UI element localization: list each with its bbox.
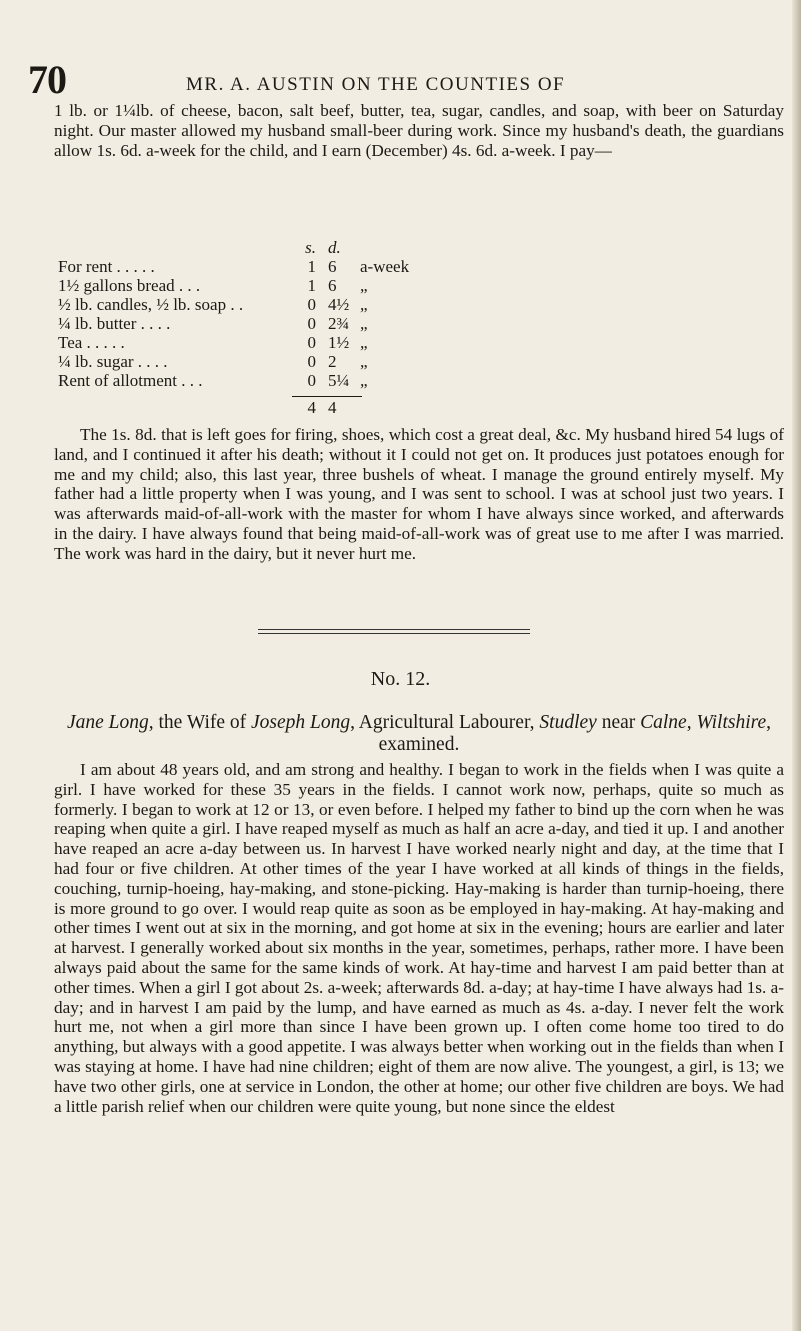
- budget-total-shillings: 4: [307, 398, 316, 417]
- budget-note: „: [360, 371, 368, 390]
- opening-paragraph: 1 lb. or 1¼lb. of cheese, bacon, salt beef, butter, tea, sugar, candles, and soap, with beer on Saturday night. Our master allowed my husband small-beer during work. Since my husband's death, the guardians allow 1s. 6d. a-week for the child, and I earn (December) 4s. 6d. a-week. I pay—: [54, 101, 784, 160]
- budget-note: „: [360, 314, 368, 333]
- page-edge: [792, 0, 801, 1331]
- heading-text: , examined.: [378, 712, 772, 755]
- budget-item: ¼ lb. butter . . . .: [58, 314, 171, 333]
- section-divider: [258, 629, 530, 634]
- budget-total-pence: 4: [328, 398, 337, 417]
- budget-pence: 6: [328, 257, 337, 276]
- budget-note: „: [360, 333, 368, 352]
- budget-note: a-week: [360, 257, 410, 276]
- budget-shillings: 1: [307, 257, 316, 276]
- running-title: MR. A. AUSTIN ON THE COUNTIES OF: [186, 74, 566, 95]
- budget-note: „: [360, 295, 368, 314]
- section-heading: [54, 712, 784, 756]
- witness-name: Jane Long: [66, 712, 149, 733]
- budget-row: [58, 371, 618, 390]
- budget-shillings: 0: [307, 314, 316, 333]
- heading-text: ,: [686, 712, 697, 733]
- budget-sum-rule: [292, 396, 362, 397]
- budget-pence: 1½: [328, 333, 350, 352]
- page-number: 70: [28, 57, 66, 102]
- pence-unit: d.: [328, 238, 341, 257]
- budget-shillings: 1: [307, 276, 316, 295]
- budget-note: „: [360, 352, 368, 371]
- budget-pence: 6: [328, 276, 337, 295]
- budget-row: [58, 276, 618, 295]
- budget-total-row: [58, 398, 618, 420]
- budget-row: [58, 257, 618, 276]
- budget-row: [58, 295, 618, 314]
- budget-item: ½ lb. candles, ½ lb. soap . .: [58, 295, 244, 314]
- budget-pence: 5¼: [328, 371, 350, 390]
- budget-shillings: 0: [307, 295, 316, 314]
- budget-note: „: [360, 276, 368, 295]
- heading-text: , Agricultural Labourer,: [350, 712, 540, 733]
- section-number: No. 12.: [370, 668, 431, 690]
- budget-item: Tea . . . . .: [58, 333, 125, 352]
- budget-item: For rent . . . . .: [58, 257, 155, 276]
- second-paragraph: The 1s. 8d. that is left goes for firing, shoes, which cost a great deal, &c. My husband hired 54 lugs of land, and I continued it after his death; without it I could not get on. It produces just potatoes enough for me and my child; also, this last year, three bushels of wheat. I manage the ground entirely myself. My father had a little property when I was young, and I was sent to school. I was at school just two years. I was afterwards maid-of-all-work with the master for whom I have always since worked, and afterwards in the dairy. I have always found that being maid-of-all-work was of great use to me after I was married. The work was hard in the dairy, but it never hurt me.: [54, 425, 784, 563]
- budget-item: Rent of allotment . . .: [58, 371, 203, 390]
- budget-row: [58, 352, 618, 371]
- budget-shillings: 0: [307, 352, 316, 371]
- budget-row: [58, 314, 618, 333]
- place-name: Studley: [539, 712, 597, 733]
- heading-text: , the Wife of: [148, 712, 251, 733]
- budget-row: [58, 333, 618, 352]
- budget-shillings: 0: [307, 371, 316, 390]
- budget-pence: 4½: [328, 295, 350, 314]
- budget-table: [58, 238, 618, 420]
- budget-pence: 2¾: [328, 314, 350, 333]
- budget-units-row: [58, 238, 618, 257]
- testimony-paragraph: I am about 48 years old, and am strong and healthy. I began to work in the fields when I was quite a girl. I have worked for these 35 years in the fields. I cannot work now, perhaps, quite so much as formerly. I began to work at 12 or 13, or even before. I helped my father to bind up the corn when he was reaping when quite a girl. I have reaped myself as much as half an acre a-day, and tied it up. I and another have reaped an acre a-day between us. In harvest I have worked nearly night and day, at the time that I had four or five children. At other times of the year I have worked at all kinds of things in the fields, couching, turnip-hoeing, hay-making, and stone-picking. Hay-making is harder than turnip-hoeing, there is more ground to go over. I would reap quite as soon as be employed in hay-making. At hay-making and other times I went out at six in the morning, and got home at six in the evening; hours are earlier and later at harvest. I generally worked about six months in the year, sometimes, perhaps, rather more. I have been always paid about the same for the same kinds of work. At hay-time and harvest I am paid better than at other times. When a girl I got about 2s. a-week; afterwards 8d. a-day; at hay-time I have always had 1s. a-day; and in harvest I am paid by the lump, and have earned as much as 4s. a-day. I never felt the work hurt me, not when a girl more than since I have been grown up. I often come home too tired to do anything, but always with a good appetite. I was always better when working out in the fields than when I was staying at home. I have had nine children; eight of them are now alive. The youngest, a girl, is 13; we have two other girls, one at service in London, the other at home; our other five children are boys. We had a little parish relief when our children were quite young, but none since the eldest: [54, 760, 784, 1116]
- budget-pence: 2: [328, 352, 337, 371]
- shillings-unit: s.: [305, 238, 316, 257]
- page-header: [28, 57, 788, 102]
- county-name: Wiltshire: [696, 712, 767, 733]
- budget-item: 1½ gallons bread . . .: [58, 276, 201, 295]
- budget-shillings: 0: [307, 333, 316, 352]
- husband-name: Joseph Long: [251, 712, 351, 733]
- place-name: Calne: [640, 712, 687, 733]
- budget-item: ¼ lb. sugar . . . .: [58, 352, 168, 371]
- heading-text: near: [596, 712, 641, 733]
